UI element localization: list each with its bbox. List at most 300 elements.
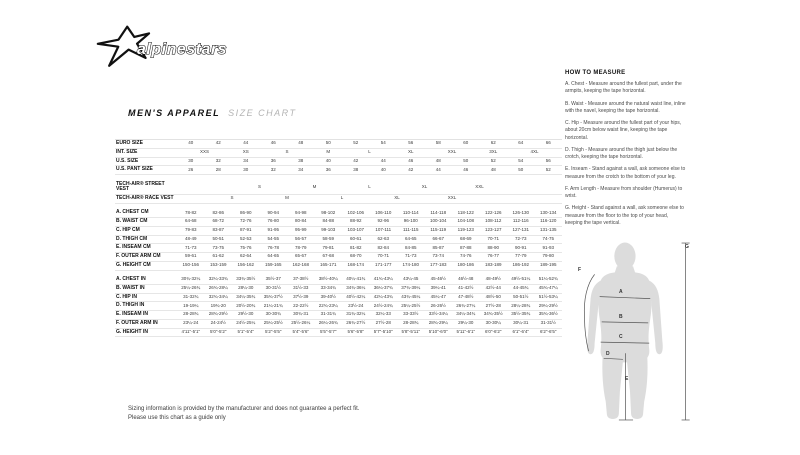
size-cell: 24½-24¾ xyxy=(370,302,398,311)
footer-line-1: Sizing information is provided by the manufacturer and does not guarantee a perfect fit. xyxy=(128,406,360,412)
figure-label-g: G xyxy=(685,244,689,250)
size-cell: 49½-51¼ xyxy=(507,276,535,284)
size-cell: 76-77 xyxy=(480,253,508,262)
size-cell: 76-80 xyxy=(260,218,288,227)
size-cell: 5'6"-5'8" xyxy=(342,328,370,337)
size-cell: 5'5"-5'7" xyxy=(315,328,343,337)
size-cell: 127-131 xyxy=(507,226,535,235)
size-cell: 88-92 xyxy=(342,218,370,227)
size-cell: 5'4"-5'6" xyxy=(287,328,315,337)
table-row xyxy=(115,181,562,195)
size-cell: 60-61 xyxy=(342,235,370,244)
size-cell: 37½-39 xyxy=(287,293,315,302)
table-row xyxy=(115,253,562,262)
size-cell: 39¼-41 xyxy=(425,284,453,293)
size-cell: 114-118 xyxy=(425,209,453,217)
size-cell: 27½-28 xyxy=(480,302,508,311)
size-cell: 32¼-33¾ xyxy=(205,276,233,284)
size-cell: 33-33½ xyxy=(397,311,425,320)
size-cell: 30 xyxy=(232,166,260,175)
size-cell: 33¾-35½ xyxy=(232,276,260,284)
row-label: D. THIGH CM xyxy=(115,235,177,244)
size-cell: 80-84 xyxy=(287,218,315,227)
size-cell: 50-51½ xyxy=(507,293,535,302)
size-cell: 35½-37 xyxy=(260,276,288,284)
size-cell: 61-62 xyxy=(205,253,233,262)
row-label: E. INSEAM CM xyxy=(115,244,177,253)
size-cell: XS xyxy=(232,148,260,157)
size-cell: 186-192 xyxy=(507,261,535,270)
size-cell: 28¾-29½ xyxy=(205,311,233,320)
size-cell: 67-68 xyxy=(315,253,343,262)
size-cell: 156-162 xyxy=(232,261,260,270)
size-cell: 171-177 xyxy=(370,261,398,270)
size-cell: XL xyxy=(370,195,425,204)
size-cell: 103-107 xyxy=(342,226,370,235)
size-cell: 25½-26¼ xyxy=(287,319,315,328)
size-cell: XL xyxy=(397,148,425,157)
size-cell: 162-168 xyxy=(287,261,315,270)
size-cell: S xyxy=(260,148,315,157)
size-cell: 28¾-29¼ xyxy=(425,319,453,328)
size-cell: 28 xyxy=(205,166,233,175)
page-title xyxy=(128,108,297,118)
size-cell: 50-51 xyxy=(205,235,233,244)
size-cell: 168-174 xyxy=(342,261,370,270)
size-cell: 174-180 xyxy=(397,261,425,270)
figure-label-c: C xyxy=(619,334,623,340)
size-cell: 30-31½ xyxy=(260,284,288,293)
size-cell: 84-85 xyxy=(397,244,425,253)
size-cell: 26¼-26¾ xyxy=(315,319,343,328)
size-cell: 31-31½ xyxy=(535,319,563,328)
size-cell: XXL xyxy=(425,148,480,157)
size-cell: 31-32¾ xyxy=(177,293,205,302)
size-cell: 111-115 xyxy=(397,226,425,235)
size-cell: 65-67 xyxy=(287,253,315,262)
row-label: U.S. PANT SIZE xyxy=(115,166,177,175)
size-cell: 64 xyxy=(507,140,535,149)
size-cell: 76-78 xyxy=(260,244,288,253)
size-cell: 6'0"-6'2" xyxy=(480,328,508,337)
row-label: A. CHEST IN xyxy=(115,276,177,284)
size-cell: 46 xyxy=(397,157,425,166)
figure-label-e: E xyxy=(625,376,629,382)
figure-label-d: D xyxy=(606,351,610,357)
row-label: B. WAIST CM xyxy=(115,218,177,227)
size-cell: 91-93 xyxy=(535,244,563,253)
size-cell: 26 xyxy=(177,166,205,175)
table-row xyxy=(115,244,562,253)
footer-line-2: Please use this chart as a guide only xyxy=(128,415,226,422)
size-cell: 31-31¾ xyxy=(315,311,343,320)
size-cell: 189-195 xyxy=(535,261,563,270)
size-cell: 30-30¾ xyxy=(260,311,288,320)
size-cell: 24½-25¼ xyxy=(232,319,260,328)
size-cell: 54-55 xyxy=(260,235,288,244)
table-row xyxy=(115,293,562,302)
size-cell: 180-186 xyxy=(452,261,480,270)
size-cell: 6'2"-6'5" xyxy=(535,328,563,337)
size-cell: 45-46½ xyxy=(425,276,453,284)
size-cell: 87-91 xyxy=(232,226,260,235)
measure-item: B. Waist - Measure around the natural waist line, inline with the navel, keeping the tape horizontal. xyxy=(565,100,686,114)
size-cell: 40 xyxy=(177,140,205,149)
size-cell: 75-76 xyxy=(232,244,260,253)
size-cell: 48 xyxy=(480,166,508,175)
how-to-measure-panel xyxy=(565,70,687,232)
size-cell: 5'0"-5'2" xyxy=(205,328,233,337)
size-cell: 6'1"-6'4" xyxy=(507,328,535,337)
alpinestars-logo-svg xyxy=(95,24,255,68)
size-cell: 5'1"-5'4" xyxy=(232,328,260,337)
size-cell: 32 xyxy=(205,157,233,166)
page-title-sub: SIZE CHART xyxy=(228,108,297,118)
size-cell: 70-71 xyxy=(370,253,398,262)
size-cell: 30¼-31 xyxy=(507,319,535,328)
size-cell: 39-40½ xyxy=(315,293,343,302)
size-cell: 26-26½ xyxy=(425,302,453,311)
size-cell: 5'8"-5'11" xyxy=(397,328,425,337)
size-cell: 38 xyxy=(342,166,370,175)
size-cell: 90-94 xyxy=(260,209,288,217)
row-label: E. INSEAM IN xyxy=(115,311,177,320)
size-cell: L xyxy=(315,195,370,204)
figure-label-b: B xyxy=(619,314,623,320)
size-cell: 153-159 xyxy=(205,261,233,270)
size-cell: 77-79 xyxy=(507,253,535,262)
size-cell: L xyxy=(342,148,397,157)
size-cell: 48½-50 xyxy=(480,293,508,302)
size-cell: 38½-40¼ xyxy=(315,276,343,284)
size-cell: 37¾-39¼ xyxy=(397,284,425,293)
size-cell: 183-189 xyxy=(480,261,508,270)
size-cell: S xyxy=(205,195,260,204)
size-cell: 30 xyxy=(177,157,205,166)
size-cell: 54 xyxy=(507,157,535,166)
size-cell: 32¾-34¼ xyxy=(205,293,233,302)
size-cell: 45¾-47¼ xyxy=(535,284,563,293)
size-cell: S xyxy=(232,181,287,195)
size-cell: 112-116 xyxy=(507,218,535,227)
page-title-main: MEN'S APPAREL xyxy=(128,108,221,118)
size-cell: 86-90 xyxy=(232,209,260,217)
size-cell: 119-123 xyxy=(452,226,480,235)
size-cell: 28¼-28¾ xyxy=(507,302,535,311)
size-cell: 71-73 xyxy=(397,253,425,262)
size-cell: 30¾-31 xyxy=(287,311,315,320)
measure-item: C. Hip - Measure around the fullest part of your hips, about 20cm below waist line, keeping the tape horizontal. xyxy=(565,120,682,141)
table-row xyxy=(115,226,562,235)
size-cell xyxy=(480,195,563,204)
size-cell: 115-119 xyxy=(425,226,453,235)
size-cell: 48-49½ xyxy=(480,276,508,284)
table-row xyxy=(115,276,562,284)
size-cell: 90-91 xyxy=(507,244,535,253)
size-cell: 29½-30 xyxy=(232,311,260,320)
size-cell: L xyxy=(342,181,397,195)
size-cell: 68-70 xyxy=(342,253,370,262)
size-cell: 34¼-35¾ xyxy=(232,293,260,302)
size-cell: 23¼-24 xyxy=(177,319,205,328)
row-label: A. CHEST CM xyxy=(115,209,177,217)
size-cell: 4'11"-5'1" xyxy=(177,328,205,337)
size-cell: 28¼-30 xyxy=(232,284,260,293)
size-cell: 106-110 xyxy=(370,209,398,217)
size-cell: 25¼-26¾ xyxy=(177,284,205,293)
size-cell: 50 xyxy=(315,140,343,149)
size-cell: 62-63 xyxy=(370,235,398,244)
size-cell: 22¾-23¼ xyxy=(315,302,343,311)
size-cell: 56 xyxy=(397,140,425,149)
size-table-body xyxy=(115,140,562,337)
size-cell: 78-82 xyxy=(177,209,205,217)
size-cell: 177-183 xyxy=(425,261,453,270)
row-label: C. HIP IN xyxy=(115,293,177,302)
size-cell: 84-88 xyxy=(315,218,343,227)
size-cell: 58-59 xyxy=(315,235,343,244)
size-cell: 5'7"-5'10" xyxy=(370,328,398,337)
size-cell: 62 xyxy=(480,140,508,149)
size-cell: 150-156 xyxy=(177,261,205,270)
size-cell: 59-61 xyxy=(177,253,205,262)
size-cell: 52 xyxy=(342,140,370,149)
size-cell: 40¼-41¾ xyxy=(342,276,370,284)
size-cell: 79-80 xyxy=(535,253,563,262)
figure-label-a: A xyxy=(619,289,623,295)
size-cell: 82-84 xyxy=(370,244,398,253)
size-cell: 42 xyxy=(342,157,370,166)
size-cell: 62-64 xyxy=(232,253,260,262)
size-cell: 118-122 xyxy=(452,209,480,217)
size-cell: 30-30¼ xyxy=(480,319,508,328)
size-cell xyxy=(177,181,232,195)
size-cell: 29¼-30 xyxy=(452,319,480,328)
measurement-figure xyxy=(556,240,702,422)
size-cell: 32¼-33 xyxy=(370,311,398,320)
table-row xyxy=(115,235,562,244)
measure-item: A. Chest - Measure around the fullest part, under the armpits, keeping the tape horizontal. xyxy=(565,81,682,95)
size-cell: 68-72 xyxy=(205,218,233,227)
size-cell: 165-171 xyxy=(315,261,343,270)
size-cell: 40 xyxy=(315,157,343,166)
size-cell: 31½-33 xyxy=(287,284,315,293)
size-cell: 50 xyxy=(452,157,480,166)
size-table xyxy=(115,139,562,337)
row-label: TECH-AIR® STREET VEST xyxy=(115,181,177,195)
size-cell: 110-114 xyxy=(397,209,425,217)
size-cell: 34 xyxy=(232,157,260,166)
size-cell: M xyxy=(287,181,342,195)
size-cell: 52 xyxy=(480,157,508,166)
size-cell: 79-81 xyxy=(315,244,343,253)
size-cell: 19¾-20 xyxy=(205,302,233,311)
alpinestars-wordmark: alpinestars xyxy=(137,41,227,58)
footer-note xyxy=(128,405,359,424)
size-cell: 29¼-29½ xyxy=(535,302,563,311)
size-cell: 28-28¾ xyxy=(397,319,425,328)
size-cell: 95-99 xyxy=(287,226,315,235)
size-cell: 19-19¼ xyxy=(177,302,205,311)
row-label: TECH-AIR® RACE VEST xyxy=(115,195,177,204)
size-cell: 41¾-43¼ xyxy=(370,276,398,284)
size-cell: 73-74 xyxy=(425,253,453,262)
size-cell: 25¼-25½ xyxy=(397,302,425,311)
size-cell: 44 xyxy=(425,166,453,175)
size-cell: 36 xyxy=(260,157,288,166)
table-row xyxy=(115,195,562,204)
size-cell: 25¼-25½ xyxy=(260,319,288,328)
size-cell: 123-127 xyxy=(480,226,508,235)
size-cell: 48 xyxy=(287,140,315,149)
size-table-grid xyxy=(115,139,562,337)
table-row xyxy=(115,284,562,293)
size-cell: 88-90 xyxy=(480,244,508,253)
size-cell: 131-135 xyxy=(535,226,563,235)
table-row xyxy=(115,157,562,166)
size-cell: 42¼-43¾ xyxy=(370,293,398,302)
size-cell: 24-24½ xyxy=(205,319,233,328)
size-cell: 122-126 xyxy=(480,209,508,217)
size-cell: 40½-42¼ xyxy=(342,293,370,302)
table-row xyxy=(115,311,562,320)
size-cell: 64-65 xyxy=(260,253,288,262)
size-cell: 33½-34¼ xyxy=(425,311,453,320)
size-cell: 34¾-36¼ xyxy=(342,284,370,293)
size-cell: 35½-35¾ xyxy=(507,311,535,320)
size-cell: 50 xyxy=(507,166,535,175)
size-cell: 26¾-27½ xyxy=(342,319,370,328)
size-cell: 82-86 xyxy=(205,209,233,217)
size-cell: 54 xyxy=(370,140,398,149)
size-cell: 130-134 xyxy=(535,209,563,217)
size-cell: XXS xyxy=(177,148,232,157)
row-label: U.S. SIZE xyxy=(115,157,177,166)
size-cell: 40 xyxy=(370,166,398,175)
size-cell: 116-120 xyxy=(535,218,563,227)
size-cell: 73-75 xyxy=(205,244,233,253)
size-cell: 42 xyxy=(205,140,233,149)
table-row xyxy=(115,166,562,175)
size-cell: 44 xyxy=(232,140,260,149)
size-cell: 36 xyxy=(315,166,343,175)
alpinestars-logo xyxy=(95,24,255,68)
size-cell: 66-67 xyxy=(425,235,453,244)
size-cell: 30¾-32¼ xyxy=(177,276,205,284)
size-cell: 74-75 xyxy=(535,235,563,244)
size-cell: 92-96 xyxy=(370,218,398,227)
size-cell: 42 xyxy=(397,166,425,175)
measure-item: D. Thigh - Measure around the thigh just below the crotch, keeping the tape horizontal. xyxy=(565,146,678,160)
table-row xyxy=(115,140,562,149)
measure-item: G. Height - Stand against a wall, ask someone else to measure from the floor to the top of your head, keeping the tape vertical. xyxy=(565,205,684,226)
size-cell: 78-79 xyxy=(287,244,315,253)
size-cell: 102-106 xyxy=(342,209,370,217)
size-cell: 5'11"-6'1" xyxy=(452,328,480,337)
size-cell: 38 xyxy=(287,157,315,166)
size-cell: 58 xyxy=(425,140,453,149)
size-cell: 47-48½ xyxy=(452,293,480,302)
size-cell: 20½-20¾ xyxy=(232,302,260,311)
row-label: D. THIGH IN xyxy=(115,302,177,311)
row-label: EURO SIZE xyxy=(115,140,177,149)
size-cell: 46 xyxy=(452,166,480,175)
size-cell: XXL xyxy=(425,195,480,204)
size-cell: M xyxy=(260,195,315,204)
row-label: G. HEIGHT CM xyxy=(115,261,177,270)
size-cell: 68-69 xyxy=(452,235,480,244)
size-cell: 4XL xyxy=(507,148,562,157)
size-cell: 64-65 xyxy=(397,235,425,244)
size-cell: 52 xyxy=(535,166,563,175)
size-cell: 41-42½ xyxy=(452,284,480,293)
table-row xyxy=(115,218,562,227)
row-label: C. HIP CM xyxy=(115,226,177,235)
size-cell: 21¼-21¾ xyxy=(260,302,288,311)
size-cell: 81-82 xyxy=(342,244,370,253)
size-cell: 44 xyxy=(370,157,398,166)
measure-item: F. Arm Length - Measure from shoulder (Humerus) to wrist. xyxy=(565,185,683,199)
table-row xyxy=(115,261,562,270)
size-cell: 26¾-28¼ xyxy=(205,284,233,293)
size-cell: 87-88 xyxy=(452,244,480,253)
size-cell: 79-83 xyxy=(177,226,205,235)
size-cell: 52-53 xyxy=(232,235,260,244)
size-cell: 35¾-36½ xyxy=(535,311,563,320)
size-cell: 26¾-27¼ xyxy=(452,302,480,311)
size-cell: 85-87 xyxy=(425,244,453,253)
size-cell: 72-73 xyxy=(507,235,535,244)
size-cell: 5'10"-6'0" xyxy=(425,328,453,337)
size-cell: 48-49 xyxy=(177,235,205,244)
size-cell: 60 xyxy=(452,140,480,149)
size-cell: 108-112 xyxy=(480,218,508,227)
table-row xyxy=(115,148,562,157)
size-cell: 32 xyxy=(260,166,288,175)
size-cell: 42½-44 xyxy=(480,284,508,293)
row-label: F. OUTER ARM IN xyxy=(115,319,177,328)
size-cell: 70-71 xyxy=(480,235,508,244)
size-cell: 104-108 xyxy=(452,218,480,227)
figure-label-f: F xyxy=(578,267,582,273)
size-cell: 51¼-52¾ xyxy=(535,276,563,284)
size-cell: 34¾-35½ xyxy=(480,311,508,320)
size-cell: 56-57 xyxy=(287,235,315,244)
size-cell: 33-34¾ xyxy=(315,284,343,293)
size-cell: 46½-48 xyxy=(452,276,480,284)
size-cell: 48 xyxy=(425,157,453,166)
size-cell: XL xyxy=(397,181,452,195)
size-cell: 46 xyxy=(260,140,288,149)
size-cell: 74-76 xyxy=(452,253,480,262)
size-cell: 71-73 xyxy=(177,244,205,253)
size-cell: 43¼-45 xyxy=(397,276,425,284)
row-label: INT. SIZE xyxy=(115,148,177,157)
size-cell: 36¼-37¾ xyxy=(370,284,398,293)
size-cell: 43¾-45¼ xyxy=(397,293,425,302)
size-cell: 37-38½ xyxy=(287,276,315,284)
size-cell: 5'2"-5'5" xyxy=(260,328,288,337)
size-cell: 98-102 xyxy=(315,209,343,217)
size-cell: 51½-53¼ xyxy=(535,293,563,302)
how-to-measure-heading: HOW TO MEASURE xyxy=(565,70,626,76)
size-cell: 23½-24 xyxy=(342,302,370,311)
size-cell: 126-130 xyxy=(507,209,535,217)
size-cell: 72-76 xyxy=(232,218,260,227)
size-cell: 22-22½ xyxy=(287,302,315,311)
size-cell: XXL xyxy=(452,181,507,195)
size-cell: 27½-28 xyxy=(370,319,398,328)
